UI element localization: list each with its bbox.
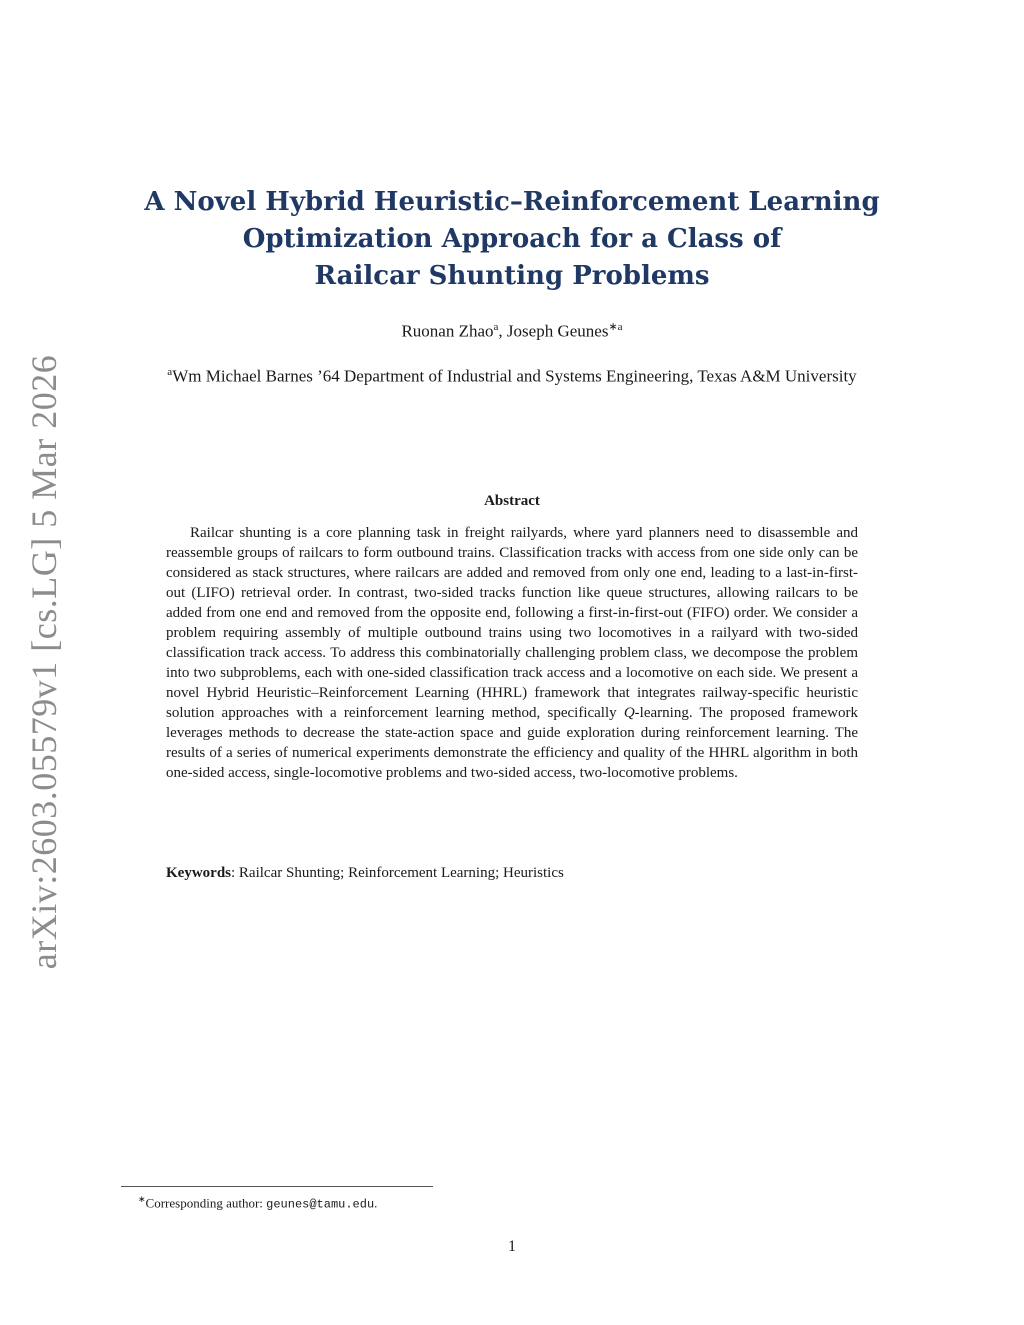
affiliation-mark: a <box>167 366 173 378</box>
affiliation <box>100 360 924 389</box>
arxiv-identifier: arXiv:2603.05579v1 [cs.LG] 5 Mar 2026 <box>24 354 64 970</box>
author-name: Joseph Geunes <box>506 321 609 341</box>
title-line: Optimization Approach for a Class of <box>242 224 782 254</box>
abstract-text: Railcar shunting is a core planning task in freight railyards, where yard planners need to disassemble and reassemble groups of railcars to form outbound trains. Classification tracks with access from one side only can be considered as stack structures, where railcars are added and removed from only one end, leading to a last-in-first-out (LIFO) retrieval order. In contrast, two-sided tracks function like queue structures, allowing railcars to be added from one end and removed from the opposite end, following a first-in-first-out (FIFO) order. We consider a problem requiring assembly of multiple outbound trains using two locomotives in a railyard with two-sided classification track access. To address this combinatorially challenging problem class, we decompose the problem into two subproblems, each with one-sided classification track access and a locomotive on each side. We present a novel Hybrid Heuristic–Reinforcement Learning (HHRL) framework that integrates railway-specific heuristic solution approaches with a reinforcement learning method, specifically <box>166 525 858 721</box>
keywords-separator: : <box>231 865 239 881</box>
page-number: 1 <box>508 1238 516 1255</box>
abstract-body <box>166 523 858 783</box>
keywords <box>166 863 858 883</box>
title-line: A Novel Hybrid Heuristic–Reinforcement Learning <box>144 187 880 217</box>
affiliation-mark: ∗a <box>608 321 623 333</box>
footnote-end: . <box>374 1195 378 1211</box>
footnote <box>138 1190 377 1213</box>
paper-title <box>0 184 1024 295</box>
author-separator: , <box>498 321 507 341</box>
author-name: Ruonan Zhao <box>401 321 494 341</box>
footnote-mark: ∗ <box>138 1194 146 1204</box>
abstract-heading: Abstract <box>484 493 540 509</box>
footnote-rule <box>121 1186 433 1187</box>
affiliation-mark: a <box>493 321 499 333</box>
keywords-text: Railcar Shunting; Reinforcement Learning; Heuristics <box>238 865 564 881</box>
q-symbol: Q <box>623 705 635 721</box>
corresponding-email[interactable]: geunes@tamu.edu <box>266 1197 375 1212</box>
title-line: Railcar Shunting Problems <box>314 261 710 291</box>
author-list <box>0 320 1024 342</box>
affiliation-text: Wm Michael Barnes ’64 Department of Industrial and Systems Engineering, Texas A&M University <box>172 366 857 386</box>
footnote-text: Corresponding author: <box>145 1195 267 1211</box>
abstract-text: -learning. The proposed framework leverages methods to decrease the state-action space and guide exploration during reinforcement learning. The results of a series of numerical experiments demonstrate the efficiency and quality of the HHRL algorithm in both one-sided access, single-locomotive problems and two-sided access, two-locomotive problems. <box>166 705 858 781</box>
keywords-label: Keywords <box>166 865 231 881</box>
